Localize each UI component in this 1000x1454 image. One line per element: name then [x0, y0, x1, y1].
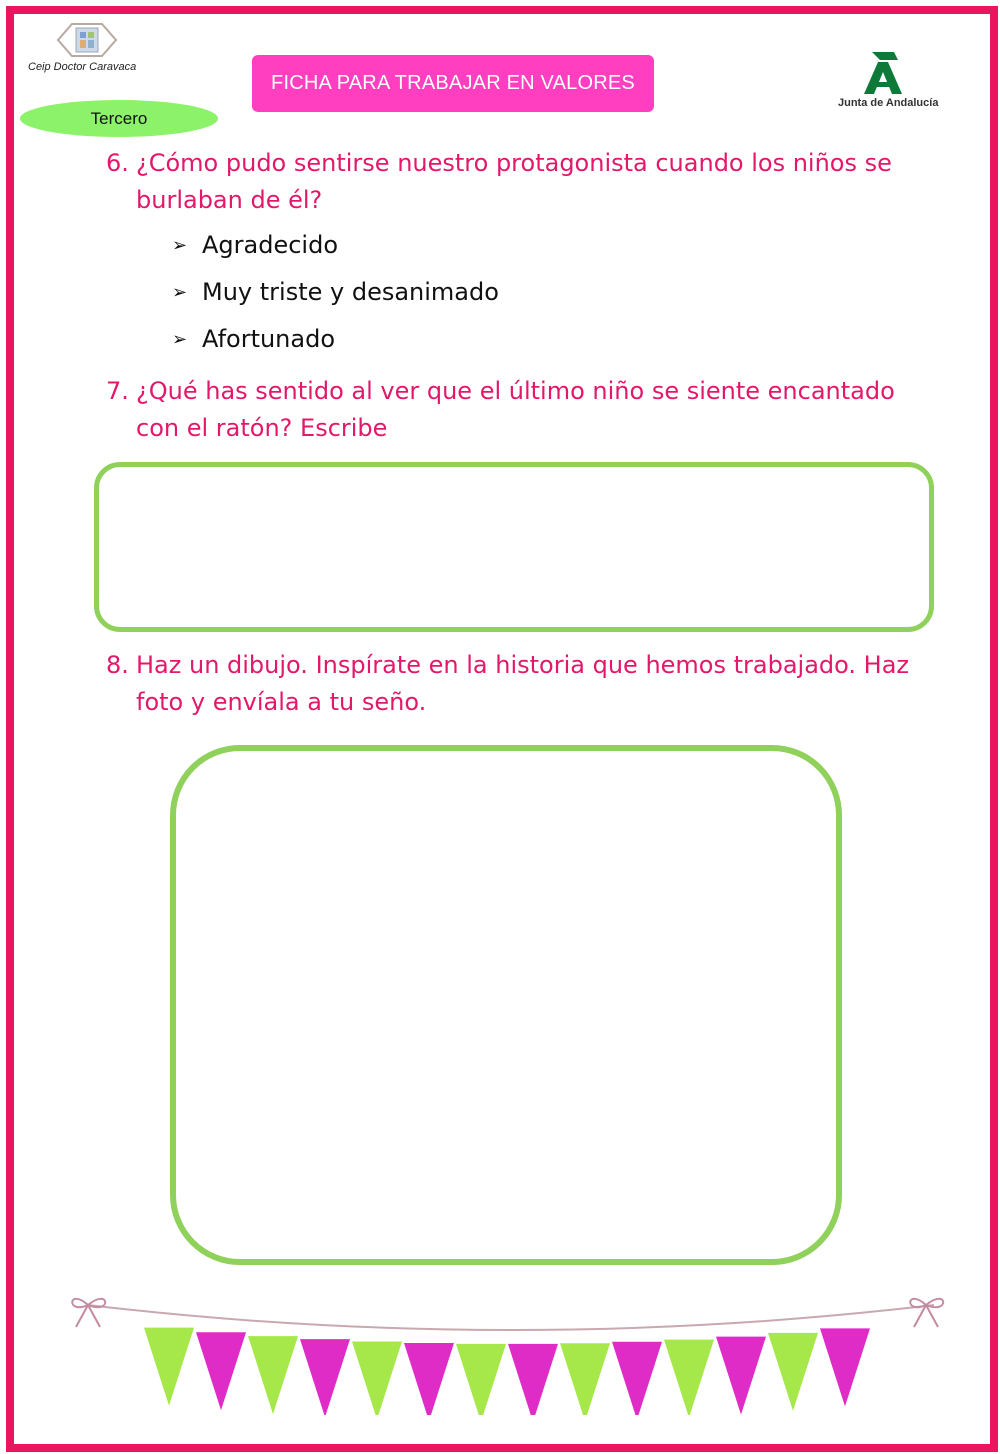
- option-muy-triste[interactable]: [172, 278, 499, 306]
- bunting-flag: [456, 1344, 506, 1415]
- question-6: [106, 145, 926, 219]
- bunting-flag: [508, 1344, 558, 1415]
- question-text: ¿Qué has sentido al ver que el último niño se siente encantado con el ratón? Escribe: [136, 377, 895, 442]
- bunting-flag: [300, 1339, 350, 1415]
- bunting-decoration: [66, 1285, 956, 1415]
- question-number: 7.: [106, 377, 129, 405]
- bunting-flag: [820, 1328, 870, 1406]
- question-8: [106, 647, 926, 721]
- ribbon-bow-icon: [910, 1299, 943, 1327]
- bunting-flag: [404, 1343, 454, 1415]
- option-label: Muy triste y desanimado: [202, 278, 499, 306]
- bunting-flag: [144, 1328, 194, 1406]
- arrowhead-bullet-icon: ➢: [172, 328, 188, 350]
- option-label: Agradecido: [202, 231, 339, 259]
- worksheet-title: FICHA PARA TRABAJAR EN VALORES: [252, 55, 654, 112]
- question-7: [106, 373, 926, 447]
- bunting-flag: [196, 1332, 246, 1410]
- bunting-flag: [352, 1341, 402, 1415]
- bunting-flag: [716, 1337, 766, 1415]
- bunting-flag: [248, 1336, 298, 1414]
- arrowhead-bullet-icon: ➢: [172, 281, 188, 303]
- bunting-flag: [664, 1340, 714, 1415]
- school-logo-icon: [52, 18, 122, 62]
- junta-andalucia-logo-icon: [858, 48, 908, 96]
- grade-badge: Tercero: [20, 100, 218, 137]
- question-number: 8.: [106, 651, 129, 679]
- school-name: Ceip Doctor Caravaca: [28, 61, 137, 73]
- option-afortunado[interactable]: [172, 325, 335, 353]
- ribbon-bow-icon: [72, 1299, 105, 1327]
- question-text: ¿Cómo pudo sentirse nuestro protagonista cuando los niños se burlaban de él?: [136, 149, 892, 214]
- bunting-flag: [612, 1342, 662, 1415]
- bunting-flag: [560, 1343, 610, 1415]
- drawing-area-box[interactable]: [170, 745, 842, 1265]
- bunting-flag: [768, 1333, 818, 1411]
- option-label: Afortunado: [202, 325, 336, 353]
- junta-name: Junta de Andalucía: [838, 97, 939, 109]
- written-answer-box[interactable]: [94, 462, 934, 632]
- option-agradecido[interactable]: [172, 231, 338, 259]
- question-number: 6.: [106, 149, 129, 177]
- arrowhead-bullet-icon: ➢: [172, 234, 188, 256]
- question-text: Haz un dibujo. Inspírate en la historia que hemos trabajado. Haz foto y envíala a tu seño.: [136, 651, 910, 716]
